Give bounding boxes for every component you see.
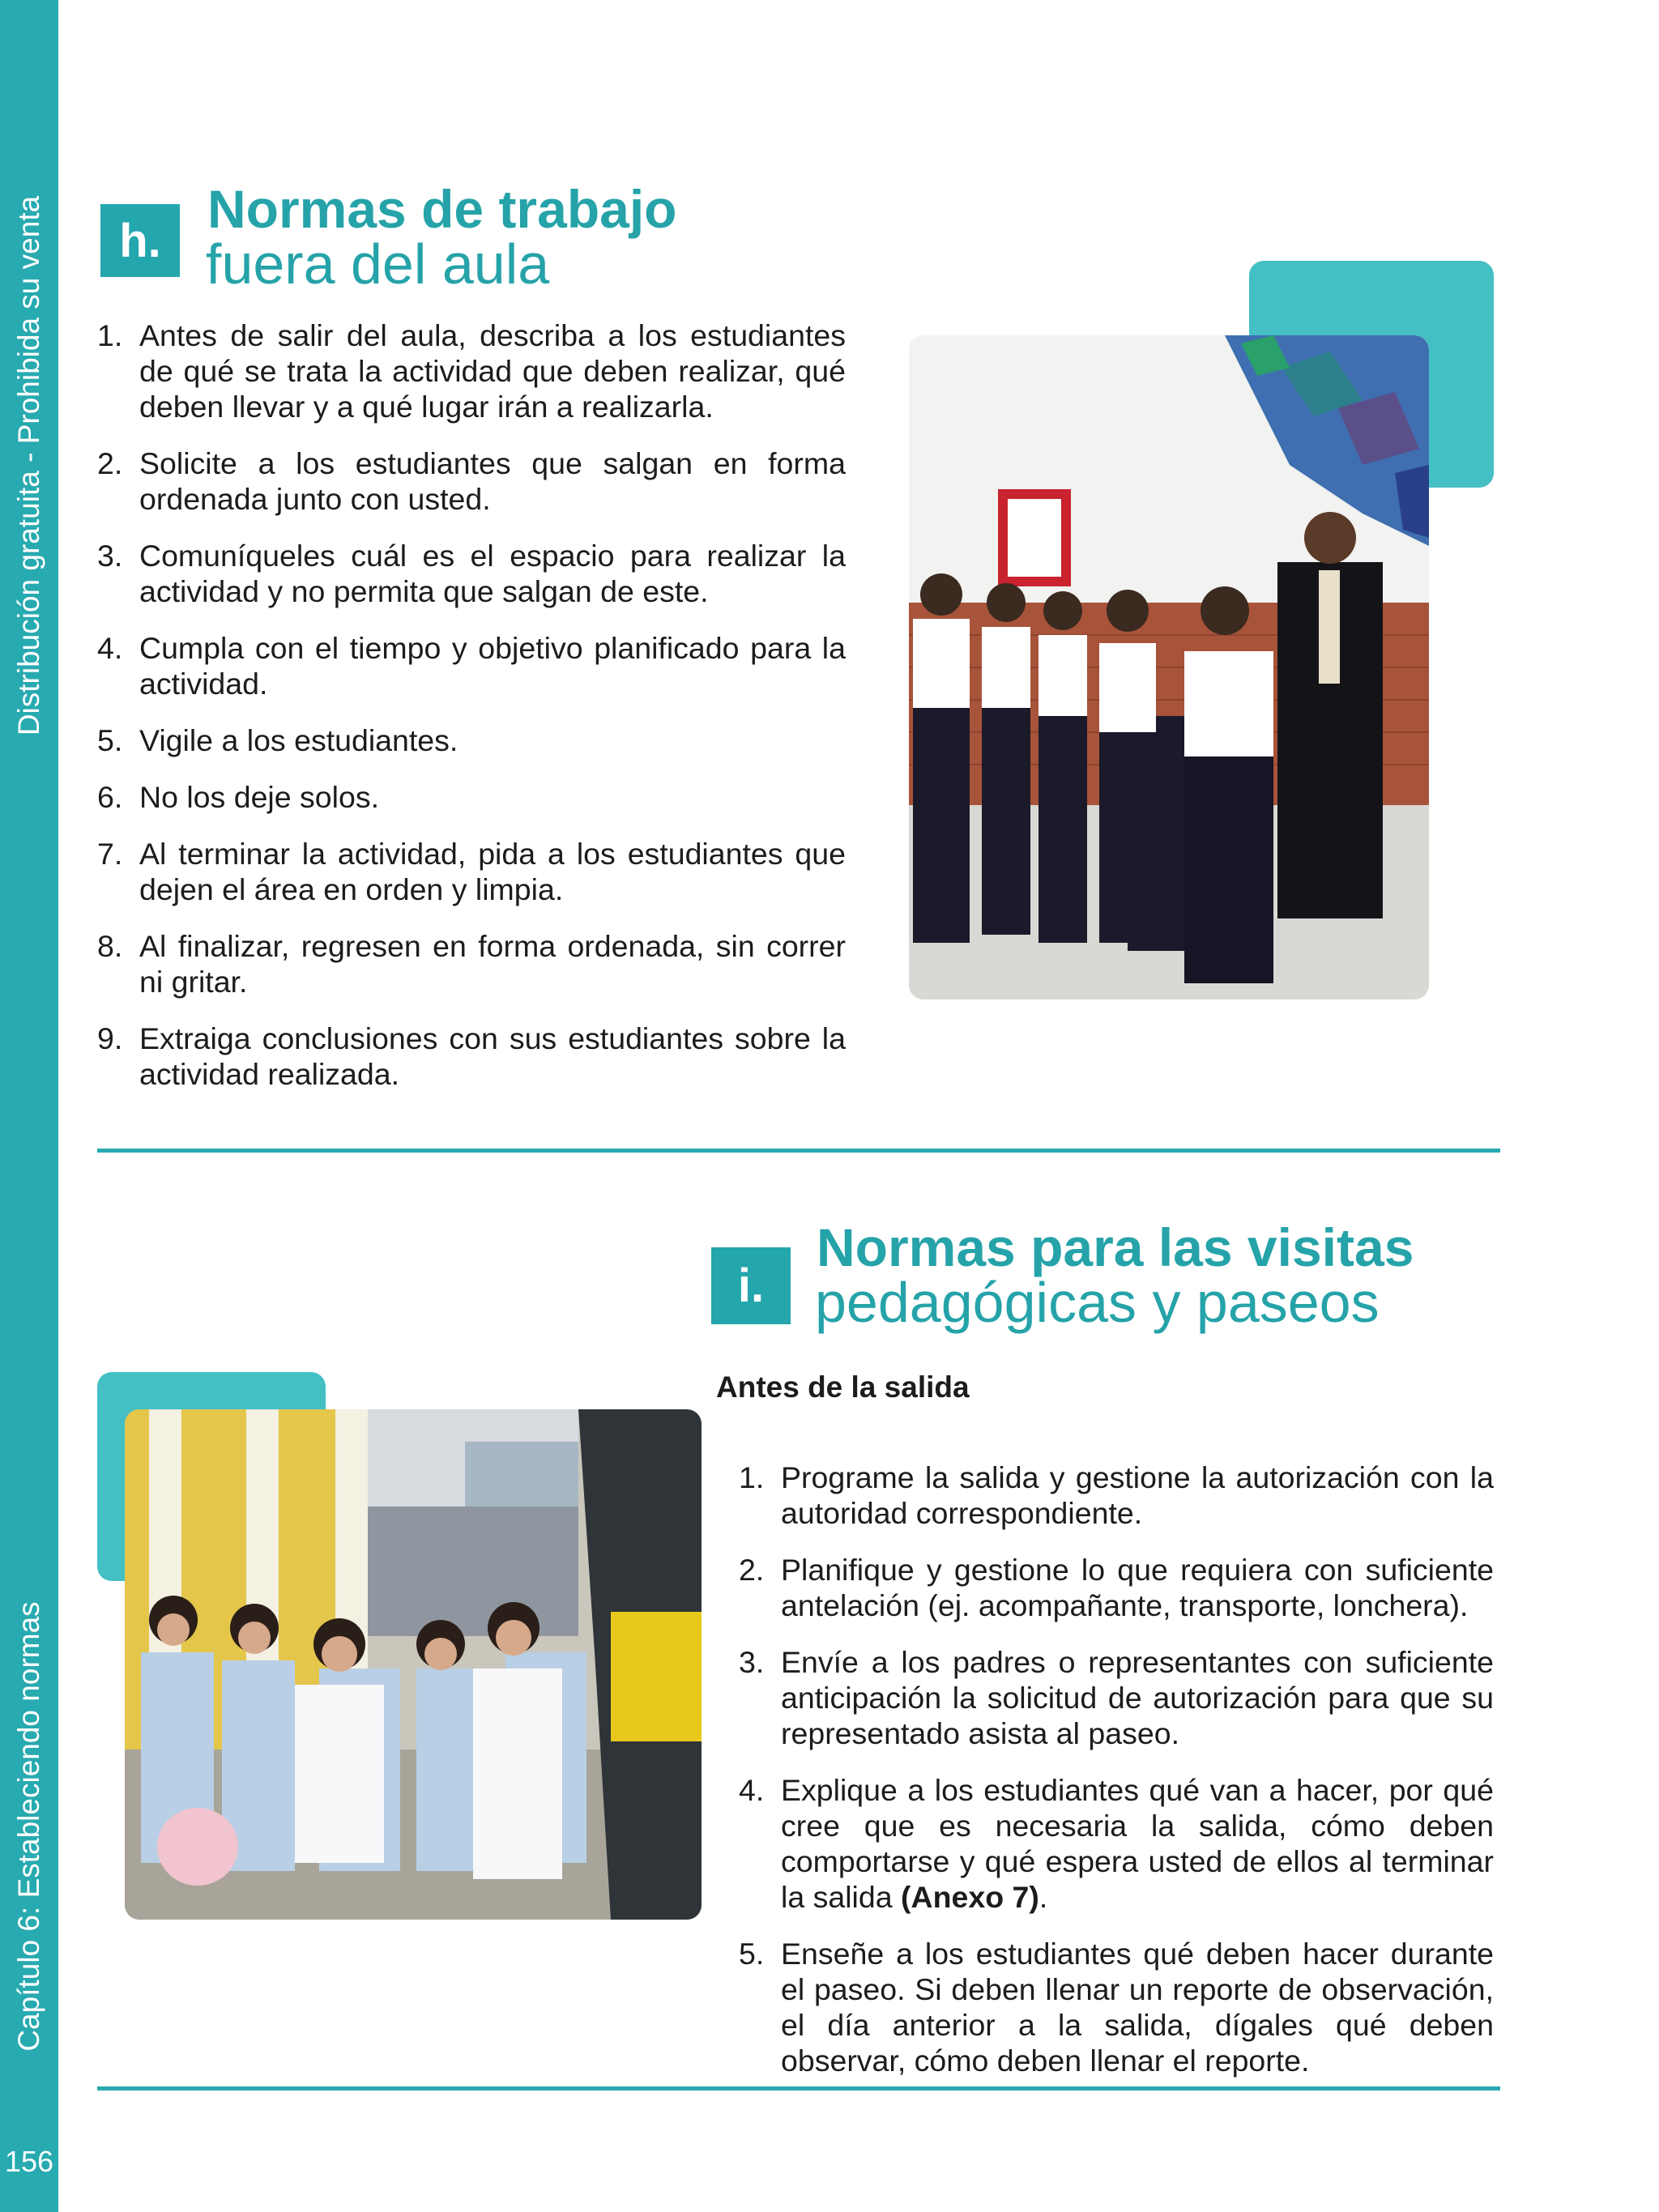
list-item: 3. Comuníqueles cuál es el espacio para realizar la actividad y no permita que salgan de este. [97, 539, 846, 608]
annex-reference: (Anexo 7) [901, 1880, 1039, 1914]
page-number: 156 [4, 2145, 54, 2178]
section-i-title-light: pedagógicas y paseos [815, 1271, 1380, 1334]
section-h-badge: h. [100, 204, 180, 277]
list-item: 1. Programe la salida y gestione la autorización con la autoridad correspondiente. [739, 1460, 1494, 1530]
list-item: 5. Vigile a los estudiantes. [97, 723, 458, 757]
section-i-list [739, 1460, 1494, 2099]
sidebar-chapter-title: Capítulo 6: Estableciendo normas [12, 1601, 45, 2052]
section-i-title-bold: Normas para las visitas [817, 1217, 1414, 1277]
list-item: 3. Envíe a los padres o representantes con suficiente anticipación la solicitud de autorización para que su representado asista al paseo. [739, 1645, 1494, 1750]
list-item: 4. Cumpla con el tiempo y objetivo planificado para la actividad. [97, 631, 846, 701]
sidebar-distribution-notice: Distribución gratuita - Prohibida su venta [12, 195, 45, 736]
section-i-subheading: Antes de la salida [716, 1370, 970, 1404]
list-item: 2. Planifique y gestione lo que requiera con suficiente antelación (ej. acompañante, transporte, lonchera). [739, 1553, 1494, 1622]
list-item: 5. Enseñe a los estudiantes qué deben hacer durante el paseo. Si deben llenar un reporte de observación, el día anterior a la salida, dígales qué deben observar, cómo deben llenar el reporte. [739, 1937, 1494, 2078]
students-bus-photo [125, 1409, 702, 1920]
students-outside-photo [909, 335, 1429, 999]
section-divider [97, 1149, 1500, 1153]
list-item: 9. Extraiga conclusiones con sus estudiantes sobre la actividad realizada. [97, 1021, 846, 1091]
students-outside-illustration [909, 335, 1429, 999]
list-item: 7. Al terminar la actividad, pida a los estudiantes que dejen el área en orden y limpia. [97, 837, 846, 906]
sidebar [0, 0, 58, 2212]
section-divider [97, 2086, 1500, 2091]
list-item: 2. Solicite a los estudiantes que salgan en forma ordenada junto con usted. [97, 446, 846, 516]
list-item: 6. No los deje solos. [97, 780, 379, 814]
list-item: 8. Al finalizar, regresen en forma ordenada, sin correr ni gritar. [97, 929, 846, 999]
students-bus-illustration [125, 1409, 702, 1920]
section-h-list [97, 318, 846, 1113]
section-h-title-light: fuera del aula [206, 232, 550, 296]
section-i-badge: i. [711, 1247, 791, 1324]
list-item: 1. Antes de salir del aula, describa a los estudiantes de qué se trata la actividad que deben realizar, qué deben llevar y a qué lugar irán a realizarla. [97, 318, 846, 424]
list-item: 4. Explique a los estudiantes qué van a hacer, por qué cree que es necesaria la salida, cómo deben comportarse y qué espera usted de ellos al terminar la salida (Anexo 7). [739, 1773, 1494, 1914]
section-h-title-bold: Normas de trabajo [207, 179, 677, 239]
